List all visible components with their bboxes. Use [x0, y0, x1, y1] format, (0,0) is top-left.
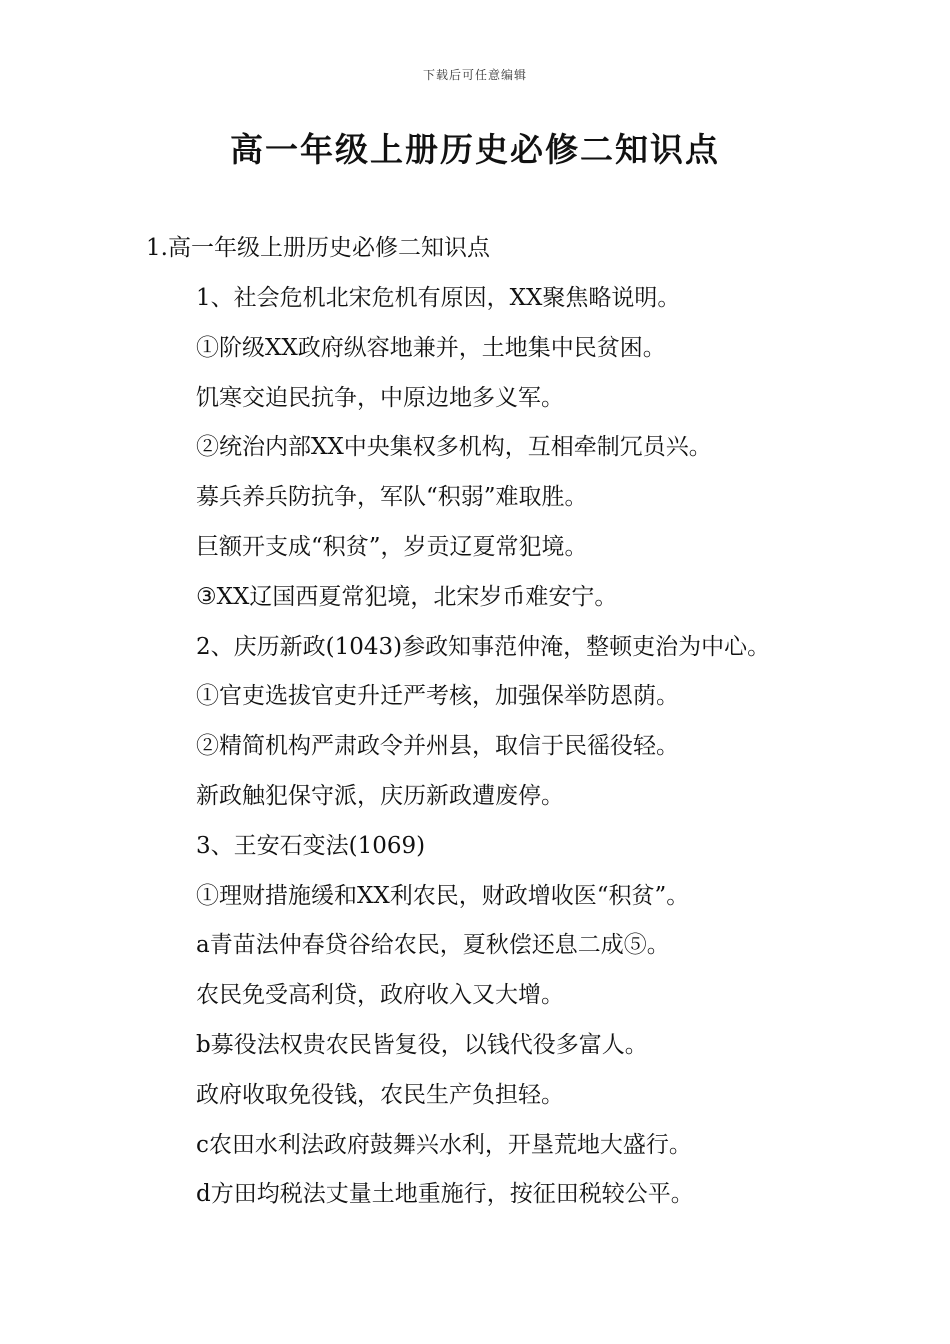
text-line: 募兵养兵防抗争，军队“积弱”难取胜。: [196, 484, 588, 511]
text-line: b募役法权贵农民皆复役，以钱代役多富人。: [196, 1031, 648, 1058]
text-line: ①官吏选拔官吏升迁严考核，加强保举防恩荫。: [196, 683, 679, 710]
text-line: ①阶级XX政府纵容地兼并，土地集中民贫困。: [196, 334, 666, 361]
text-line: d方田均税法丈量土地重施行，按征田税较公平。: [196, 1181, 694, 1208]
text-line: 饥寒交迫民抗争，中原边地多义军。: [196, 384, 564, 411]
text-line: ②统治内部XX中央集权多机构，互相牵制冗员兴。: [196, 434, 712, 461]
text-line: 农民免受高利贷，政府收入又大增。: [196, 982, 564, 1009]
content-lines: [196, 280, 916, 1226]
text-line: ③XX辽国西夏常犯境，北宋岁币难安宁。: [196, 583, 618, 610]
header-note: 下载后可任意编辑: [422, 68, 527, 82]
text-line: 1、社会危机北宋危机有原因，XX聚焦略说明。: [196, 285, 681, 311]
text-line: ②精简机构严肃政令并州县，取信于民徭役轻。: [196, 733, 679, 760]
page-title: 高一年级上册历史必修二知识点: [230, 130, 720, 169]
text-line: 政府收取免役钱，农民生产负担轻。: [196, 1081, 564, 1108]
text-line: 新政触犯保守派，庆历新政遭废停。: [196, 782, 564, 809]
text-line: 3、王安石变法(1069): [196, 832, 426, 859]
text-line: 巨额开支成“积贫”，岁贡辽夏常犯境。: [196, 533, 588, 560]
text-line: ①理财措施缓和XX利农民，财政增收医“积贫”。: [196, 882, 690, 909]
text-line: a青苗法仲春贷谷给农民，夏秋偿还息二成⑤。: [196, 932, 670, 959]
text-line: c农田水利法政府鼓舞兴水利，开垦荒地大盛行。: [196, 1131, 692, 1158]
text-line: 2、庆历新政(1043)参政知事范仲淹，整顿吏治为中心。: [196, 633, 771, 660]
section-heading: 1.高一年级上册历史必修二知识点: [146, 235, 490, 261]
